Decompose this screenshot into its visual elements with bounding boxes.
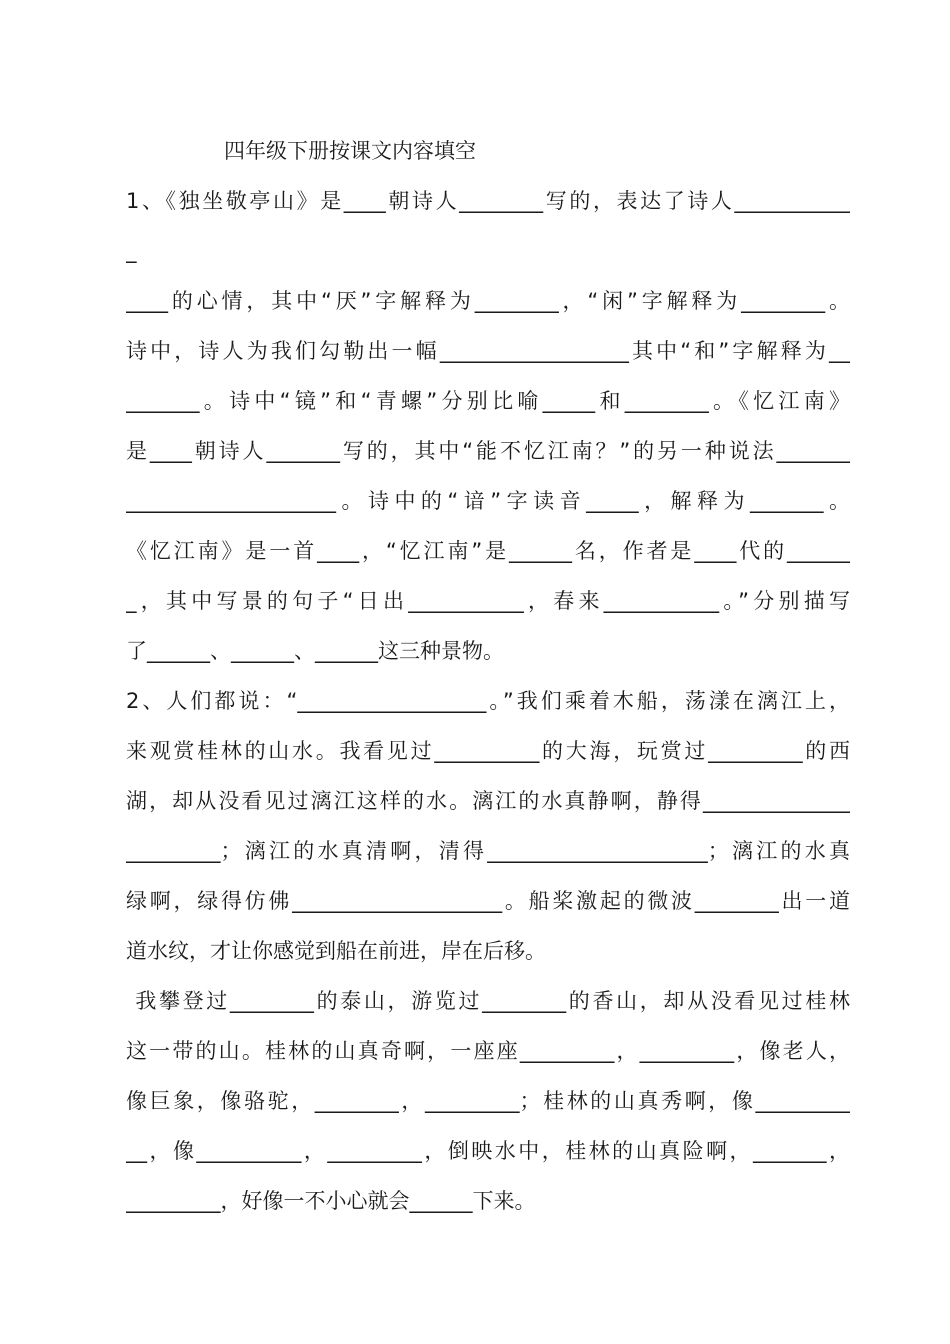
text-line: 来观赏桂林的山水。我看见过__________的大海，玩赏过_________的西: [126, 739, 850, 763]
text-line: _________，好像一不小心就会______下来。: [126, 1189, 536, 1213]
text-line: 我攀登过________的泰山，游览过________的香山，却从没看见过桂林: [126, 989, 850, 1013]
text-line: 是____朝诗人_______写的，其中“能不忆江南？”的另一种说法_______: [126, 439, 850, 463]
text-line: 诗中，诗人为我们勾勒出一幅__________________其中“和”字解释为__: [126, 339, 850, 363]
text-line: 2、人们都说：“__________________。”我们乘着木船，荡漾在漓江上，: [126, 689, 850, 713]
text-line: 《忆江南》是一首____，“忆江南”是______名，作者是____代的______: [126, 539, 850, 563]
text-line: 道水纹，才让你感觉到船在前进，岸在后移。: [126, 939, 546, 963]
text-line: __，像__________，_________，倒映水中，桂林的山真险啊，_______，: [126, 1139, 850, 1163]
text-line: 1、《独坐敬亭山》是____朝诗人________写的，表达了诗人___________: [126, 189, 850, 213]
text-line: 了______、______、______这三种景物。: [126, 639, 504, 663]
text-line: _: [126, 239, 137, 263]
text-line: _，其中写景的句子“日出___________，春来___________。”分别描写: [126, 589, 850, 613]
text-line: ____的心情，其中“厌”字解释为________，“闲”字解释为________。: [126, 289, 850, 313]
text-line: _______。诗中“镜”和“青螺”分别比喻_____和________。《忆江南》: [126, 389, 850, 413]
text-line: 湖，却从没看见过漓江这样的水。漓江的水真静啊，静得______________: [126, 789, 850, 813]
text-line: ____________________。诗中的“谙”字读音_____，解释为_______。: [126, 489, 850, 513]
page-title: 四年级下册按课文内容填空: [224, 139, 476, 163]
text-line: 绿啊，绿得仿佛____________________。船桨激起的微波________出一道: [126, 889, 850, 913]
text-line: 像巨象，像骆驼，________，_________；桂林的山真秀啊，像_________: [126, 1089, 850, 1113]
text-line: 这一带的山。桂林的山真奇啊，一座座_________，_________，像老人，: [126, 1039, 850, 1063]
text-line: _________；漓江的水真清啊，清得_____________________；漓江的水真: [126, 839, 850, 863]
